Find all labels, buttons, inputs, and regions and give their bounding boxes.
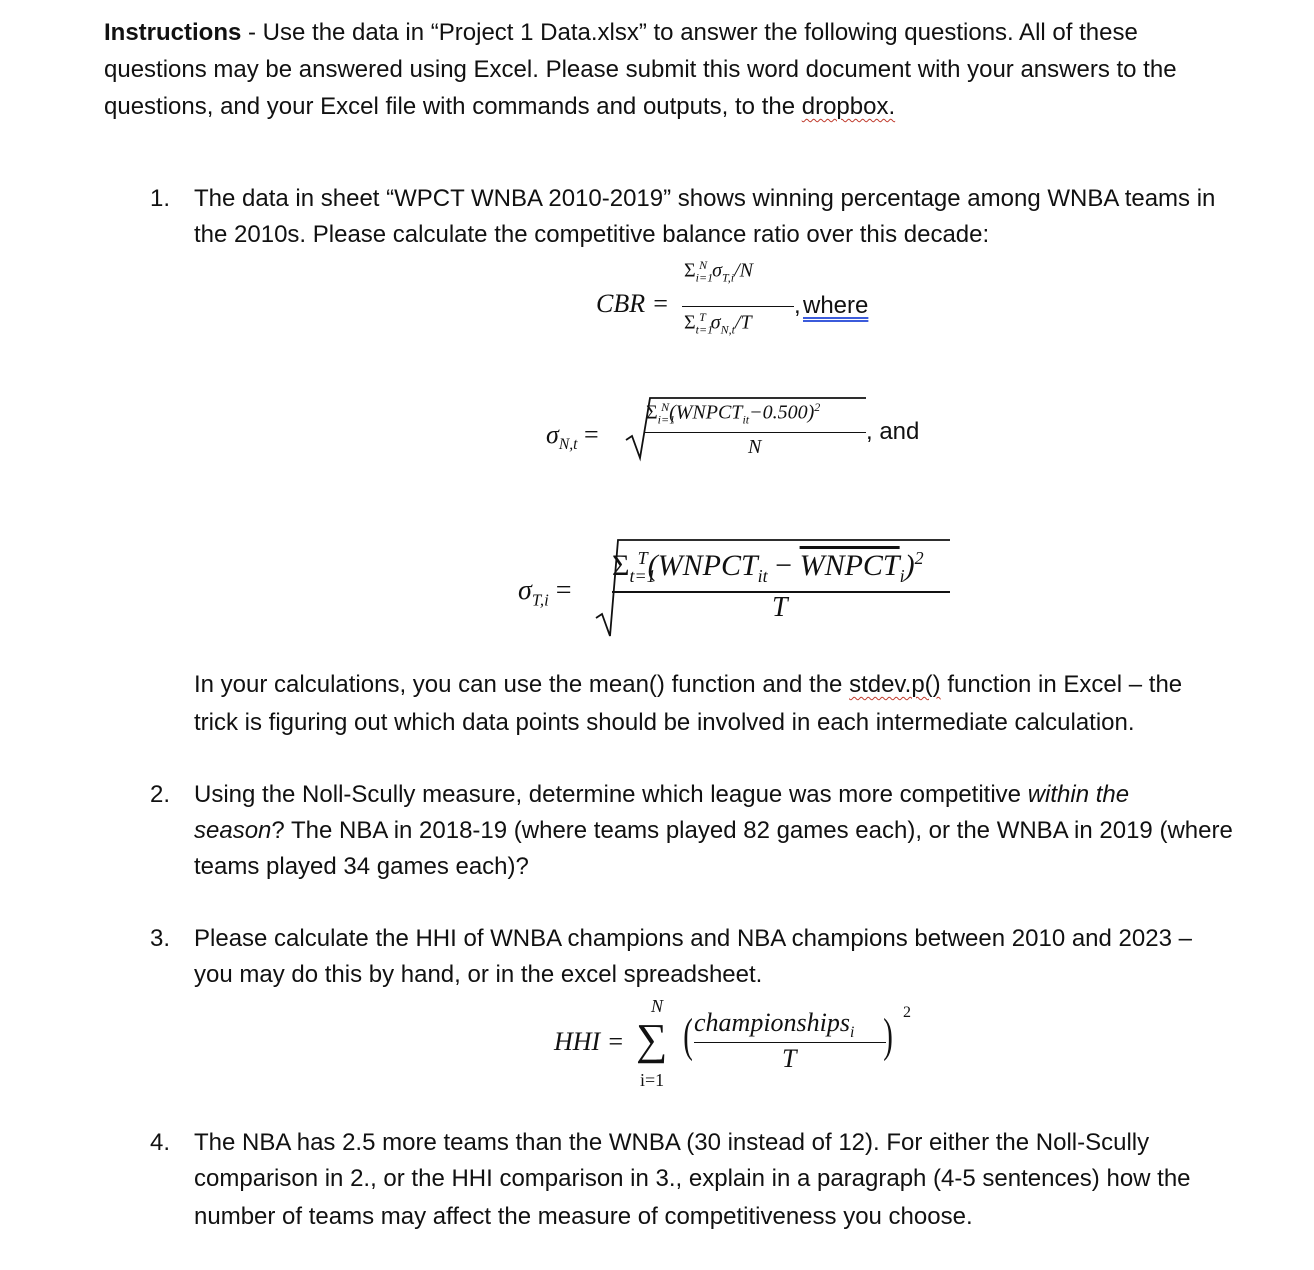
hhi-sum-top: N <box>651 996 664 1016</box>
q3-number: 3. <box>150 925 171 952</box>
cbr-denominator: $\Sigma_{t=1}^T$ $\sigma_{N,t}/T$ <box>684 310 752 337</box>
instructions-line-3 <box>104 89 895 125</box>
cbr-numerator: $\Sigma_{i=1}^N$ $\sigma_{T,i}/N$ <box>684 258 753 285</box>
left-paren: ( <box>683 1009 693 1062</box>
q4-line-1: The NBA has 2.5 more teams than the WNBA (30 instead of 12). For either the Noll-Scully <box>194 1129 1150 1156</box>
instructions-line-1 <box>104 15 1138 51</box>
sigma-sum-icon: ∑ <box>636 1015 668 1064</box>
instructions-text-3: questions, and your Excel file with commands and outputs, to the <box>104 93 802 120</box>
q1-line-1: The data in sheet “WPCT WNBA 2010-2019” shows winning percentage among WNBA teams in <box>194 185 1216 212</box>
hhi-fraction-bar <box>694 1042 886 1043</box>
cbr-comma: , <box>794 292 801 319</box>
instructions-label: Instructions <box>104 19 242 46</box>
q4-line-3: number of teams may affect the measure of competitiveness you choose. <box>194 1203 973 1230</box>
q1-number: 1. <box>150 185 171 212</box>
hhi-numerator: championships$_i$ <box>694 1008 855 1042</box>
instructions-text: - Use the data in “Project 1 Data.xlsx” to answer the following questions. All of these <box>241 19 1138 46</box>
where-text: where <box>803 292 869 319</box>
sigma-n-t-lhs: $\sigma_{N,t}$ = <box>546 420 599 454</box>
q1-line-2: the 2010s. Please calculate the competitive balance ratio over this decade: <box>194 221 990 248</box>
cbr-fraction-bar <box>682 306 794 307</box>
q2-number: 2. <box>150 781 171 808</box>
sigma-t-i-numerator: $\Sigma_{t=1}^T(WNPCT_{it}$ − $WNPCT_i)^2$ <box>612 548 924 586</box>
stdev-p-text: stdev.p() <box>849 671 941 698</box>
q1-note-line-1: In your calculations, you can use the mean() function and the stdev.p() function in Excel – the <box>194 671 1183 698</box>
sigma-t-i-lhs: $\sigma_{T,i}$ = <box>518 575 572 610</box>
dropbox-link[interactable]: dropbox. <box>801 93 896 120</box>
cbr-lhs: CBR = <box>596 289 670 318</box>
q3-line-2: you may do this by hand, or in the excel spreadsheet. <box>194 961 763 988</box>
q4-line-2: comparison in 2., or the HHI comparison in 3., explain in a paragraph (4-5 sentences) how the <box>194 1165 1191 1192</box>
and-text: , and <box>866 418 920 445</box>
q1-note-line-2: trick is figuring out which data points should be involved in each intermediate calculation. <box>194 709 1135 736</box>
sigma-t-i-denominator: T <box>772 592 788 623</box>
sigma-n-t-fraction-bar <box>644 432 866 433</box>
q2-line-1: Using the Noll-Scully measure, determine which league was more competitive within the <box>194 781 1130 808</box>
sigma-n-t-numerator: $\Sigma_{i=1}^N(WNPCT_{it}-0.500)^2$ <box>646 400 821 427</box>
hhi-denominator: T <box>782 1044 797 1073</box>
q2-line-2: season? The NBA in 2018-19 (where teams played 82 games each), or the WNBA in 2019 (where <box>194 817 1233 844</box>
hhi-exponent: 2 <box>903 1004 911 1021</box>
hhi-lhs: HHI = <box>554 1027 625 1056</box>
q3-line-1: Please calculate the HHI of WNBA champions and NBA champions between 2010 and 2023 – <box>194 925 1192 952</box>
hhi-sum-bottom: i=1 <box>640 1070 665 1090</box>
instructions-line-2: questions may be answered using Excel. Please submit this word document with your answers to the <box>104 56 1177 83</box>
sigma-n-t-denominator: N <box>748 436 762 458</box>
right-paren: ) <box>883 1009 893 1062</box>
q2-line-3: teams played 34 games each)? <box>194 853 529 880</box>
q4-number: 4. <box>150 1129 171 1156</box>
